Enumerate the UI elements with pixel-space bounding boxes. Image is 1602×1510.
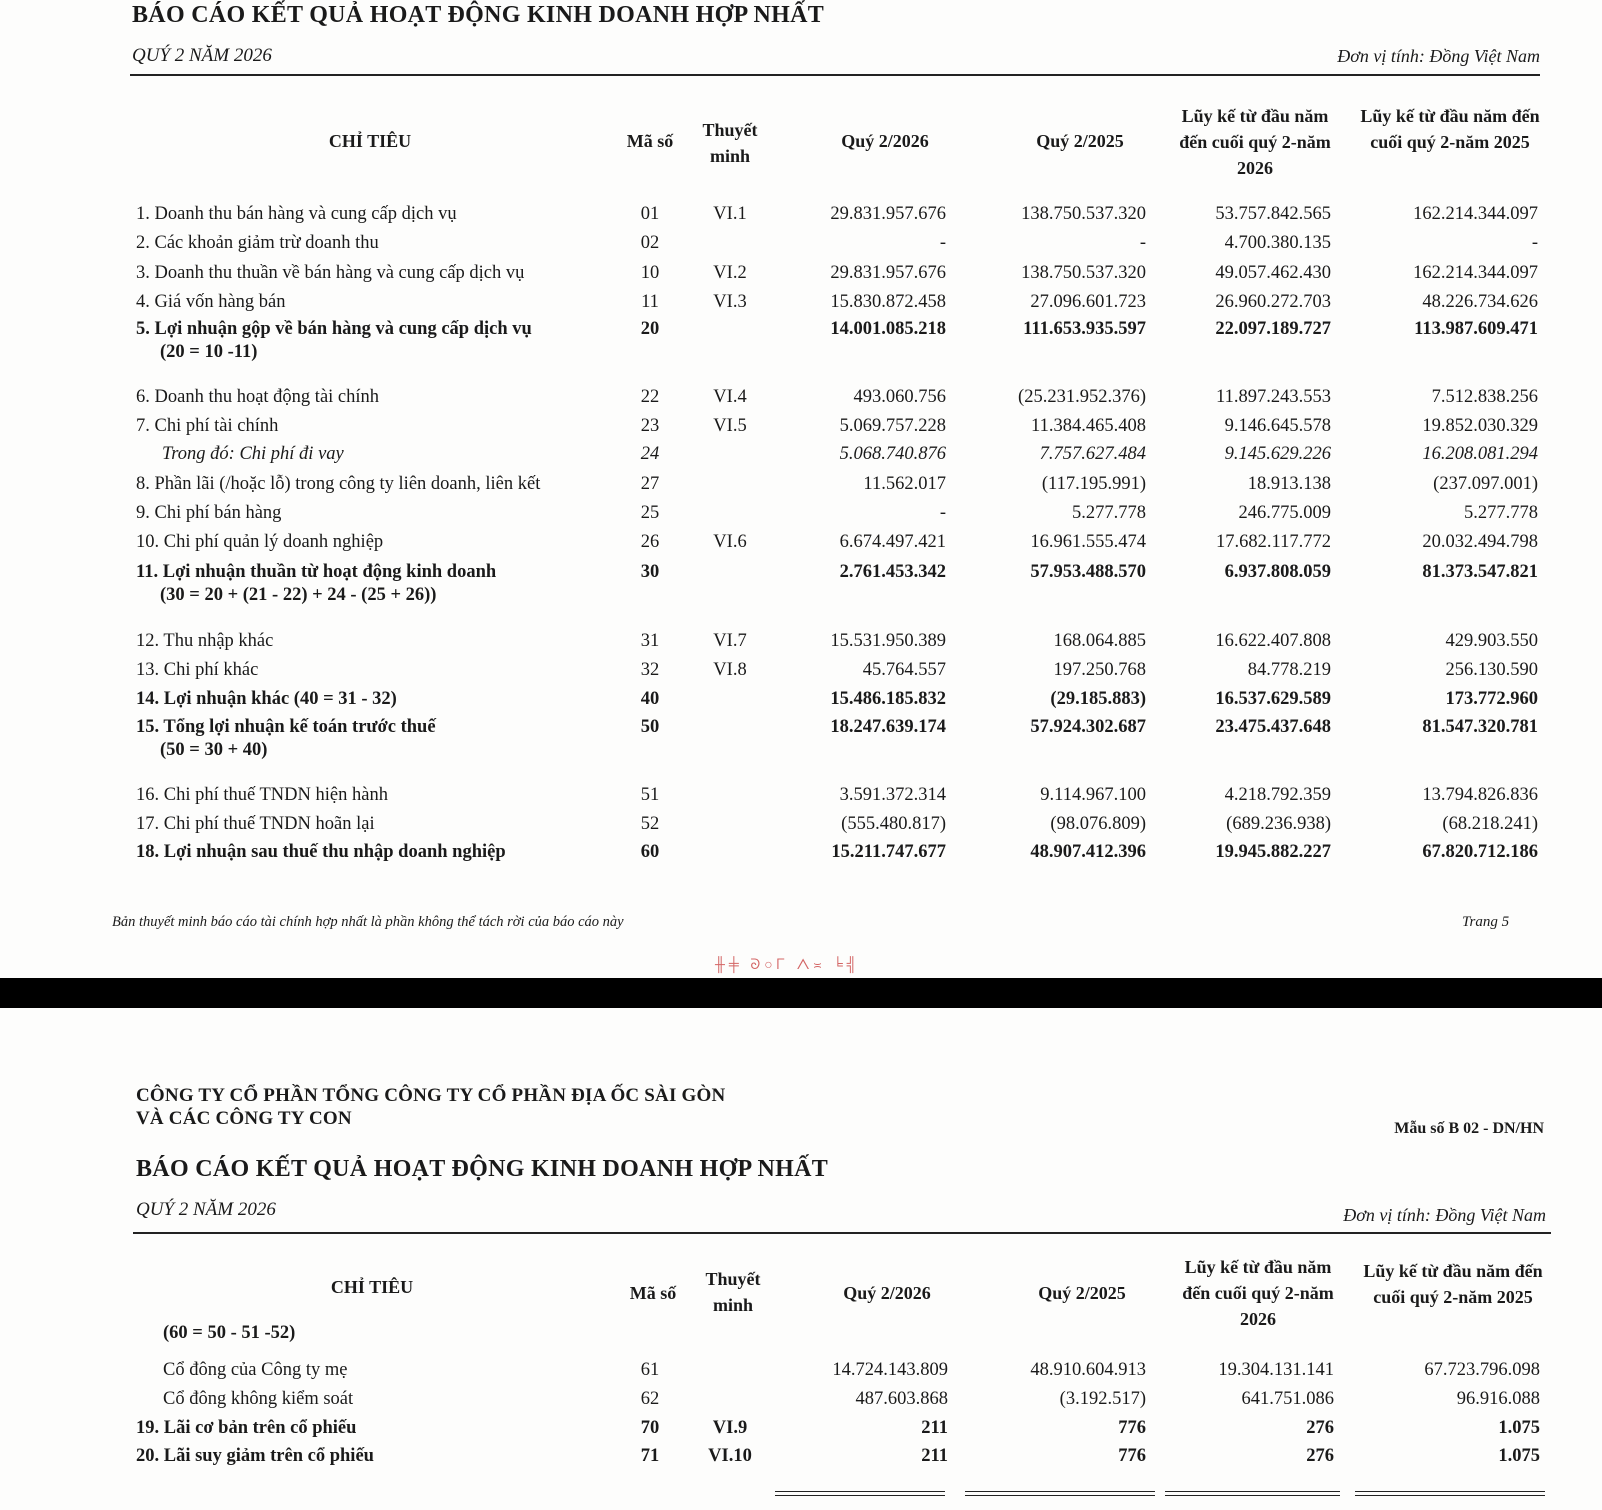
value-q2-2025: (25.231.952.376) [1018, 387, 1146, 407]
row-code: 51 [640, 785, 660, 805]
value-ytd-2025: 67.723.796.098 [1424, 1360, 1540, 1380]
value-ytd-2026: 22.097.189.727 [1215, 319, 1331, 339]
col-header-ytd-2025: Lũy kế từ đầu năm đến cuối quý 2-năm 2025 [1363, 1261, 1543, 1307]
row-code: 22 [640, 387, 660, 407]
value-q2-2026: 15.211.747.677 [831, 842, 946, 862]
double-underline-ytd-2025 [1355, 1491, 1545, 1496]
row-code: 71 [640, 1446, 660, 1466]
row-note: VI.7 [713, 631, 747, 651]
value-ytd-2026: 18.913.138 [1247, 474, 1331, 494]
value-q2-2025: 138.750.537.320 [1021, 204, 1146, 224]
row-label: 9. Chi phí bán hàng [136, 503, 282, 523]
value-ytd-2026: 6.937.808.059 [1224, 562, 1331, 582]
formula-continuation: (60 = 50 - 51 -52) [163, 1323, 296, 1343]
table-row [0, 287, 1602, 317]
value-q2-2025: 9.114.967.100 [1040, 785, 1146, 805]
value-ytd-2025: 162.214.344.097 [1413, 263, 1538, 283]
value-q2-2026: 11.562.017 [863, 474, 946, 494]
row-code: 01 [640, 204, 660, 224]
row-code: 50 [640, 717, 660, 737]
table-row [0, 780, 1602, 810]
value-ytd-2026: 9.146.645.578 [1224, 416, 1331, 436]
value-q2-2025: 138.750.537.320 [1021, 263, 1146, 283]
value-q2-2026: 18.247.639.174 [830, 717, 946, 737]
value-ytd-2026: 276 [1306, 1418, 1334, 1438]
value-q2-2026: 487.603.868 [855, 1389, 948, 1409]
value-q2-2025: (3.192.517) [1059, 1389, 1146, 1409]
currency-unit: Đơn vị tính: Đồng Việt Nam [1337, 46, 1540, 66]
value-q2-2025: (29.185.883) [1050, 689, 1146, 709]
value-q2-2026: 211 [921, 1446, 948, 1466]
value-q2-2026: 5.068.740.876 [839, 444, 946, 464]
row-note: VI.5 [713, 416, 747, 436]
row-label: 13. Chi phí khác [136, 660, 259, 680]
row-label: 4. Giá vốn hàng bán [136, 292, 286, 312]
row-code: 02 [640, 233, 660, 253]
value-q2-2025: 197.250.768 [1053, 660, 1146, 680]
value-ytd-2025: 256.130.590 [1445, 660, 1538, 680]
row-code: 60 [640, 842, 660, 862]
row-label: 15. Tổng lợi nhuận kế toán trước thuế [136, 717, 436, 737]
value-ytd-2026: 641.751.086 [1241, 1389, 1334, 1409]
report-period: QUÝ 2 NĂM 2026 [136, 1199, 276, 1220]
col-header-code: Mã số [629, 1283, 677, 1303]
col-header-code: Mã số [626, 131, 674, 151]
table-row [0, 469, 1602, 499]
table-row [0, 382, 1602, 412]
value-ytd-2025: (68.218.241) [1442, 814, 1538, 834]
row-label: 20. Lãi suy giảm trên cổ phiếu [136, 1446, 374, 1466]
table-row [0, 199, 1602, 229]
table-row [0, 557, 1602, 587]
value-ytd-2026: 16.622.407.808 [1215, 631, 1331, 651]
row-code: 20 [640, 319, 660, 339]
table-row [0, 809, 1602, 839]
value-q2-2026: 45.764.557 [862, 660, 946, 680]
value-q2-2025: 11.384.465.408 [1031, 416, 1146, 436]
row-label: 16. Chi phí thuế TNDN hiện hành [136, 785, 388, 805]
row-code: 52 [640, 814, 660, 834]
value-ytd-2026: (689.236.938) [1226, 814, 1331, 834]
row-code: 70 [640, 1418, 660, 1438]
table-row [0, 314, 1602, 344]
value-ytd-2025: 173.772.960 [1445, 689, 1538, 709]
table-row [0, 228, 1602, 258]
value-ytd-2025: - [1531, 233, 1538, 253]
value-ytd-2025: 7.512.838.256 [1431, 387, 1538, 407]
value-q2-2026: (555.480.817) [841, 814, 946, 834]
row-code: 26 [640, 532, 660, 552]
row-label: 18. Lợi nhuận sau thuế thu nhập doanh nghiệp [136, 842, 506, 862]
table-row [0, 1413, 1602, 1443]
value-q2-2025: 168.064.885 [1053, 631, 1146, 651]
value-ytd-2026: 19.945.882.227 [1215, 842, 1331, 862]
row-code: 40 [640, 689, 660, 709]
value-q2-2025: 48.907.412.396 [1030, 842, 1146, 862]
value-ytd-2026: 49.057.462.430 [1215, 263, 1331, 283]
row-note: VI.9 [712, 1418, 748, 1438]
col-header-item: CHỈ TIÊU [330, 1277, 414, 1297]
value-q2-2025: 48.910.604.913 [1030, 1360, 1146, 1380]
value-ytd-2025: 16.208.081.294 [1422, 444, 1538, 464]
table-row [0, 626, 1602, 656]
row-label: 6. Doanh thu hoạt động tài chính [136, 387, 380, 407]
row-label: 19. Lãi cơ bản trên cổ phiếu [136, 1418, 357, 1438]
table-row [0, 498, 1602, 528]
value-q2-2026: 211 [921, 1418, 948, 1438]
value-q2-2026: - [939, 503, 946, 523]
value-ytd-2026: 16.537.629.589 [1215, 689, 1331, 709]
stamp-mark: ╫╪ ᘐ○ᒥ ᐱ≍ ╘╣ [715, 958, 861, 973]
double-underline-ytd-2026 [1165, 1491, 1340, 1496]
row-label: 11. Lợi nhuận thuần từ hoạt động kinh doanh [136, 562, 497, 582]
value-q2-2025: 776 [1118, 1418, 1146, 1438]
page-number: Trang 5 [1462, 914, 1510, 930]
row-code: 24 [640, 444, 660, 464]
row-label: 5. Lợi nhuận gộp về bán hàng và cung cấp dịch vụ [136, 319, 532, 339]
row-note: VI.6 [713, 532, 747, 552]
col-header-item: CHỈ TIÊU [328, 131, 412, 151]
value-q2-2025: 57.953.488.570 [1030, 562, 1146, 582]
value-ytd-2025: 67.820.712.186 [1422, 842, 1538, 862]
value-q2-2025: - [1139, 233, 1146, 253]
row-label: 8. Phần lãi (/hoặc lỗ) trong công ty liên doanh, liên kết [136, 474, 541, 494]
value-q2-2025: 7.757.627.484 [1039, 444, 1146, 464]
table-row [0, 439, 1602, 469]
row-note: VI.2 [713, 263, 747, 283]
double-underline-q2-2025 [965, 1491, 1155, 1496]
value-ytd-2026: 17.682.117.772 [1216, 532, 1331, 552]
form-code: Mẫu số B 02 - DN/HN [1394, 1120, 1544, 1137]
value-q2-2025: (117.195.991) [1041, 474, 1146, 494]
value-ytd-2025: 13.794.826.836 [1422, 785, 1538, 805]
col-header-note: Thuyết minh [702, 120, 758, 166]
value-ytd-2025: 5.277.778 [1464, 503, 1538, 523]
report-title: BÁO CÁO KẾT QUẢ HOẠT ĐỘNG KINH DOANH HỢP NHẤT [136, 1156, 829, 1182]
table-row [0, 712, 1602, 742]
row-label: 7. Chi phí tài chính [136, 416, 279, 436]
value-q2-2026: 2.761.453.342 [839, 562, 946, 582]
value-ytd-2025: (237.097.001) [1433, 474, 1538, 494]
value-ytd-2026: 276 [1306, 1446, 1334, 1466]
row-code: 27 [640, 474, 660, 494]
row-code: 11 [641, 292, 659, 312]
value-q2-2026: 29.831.957.676 [830, 263, 946, 283]
report-period: QUÝ 2 NĂM 2026 [132, 45, 272, 66]
row-label: 3. Doanh thu thuần về bán hàng và cung cấp dịch vụ [136, 263, 525, 283]
table-row [0, 837, 1602, 867]
value-q2-2025: 27.096.601.723 [1030, 292, 1146, 312]
value-q2-2025: 111.653.935.597 [1023, 319, 1146, 339]
value-ytd-2026: 23.475.437.648 [1215, 717, 1331, 737]
value-q2-2026: 3.591.372.314 [839, 785, 946, 805]
table-row [0, 411, 1602, 441]
page-separator [0, 978, 1602, 1008]
col-header-q2-2026: Quý 2/2026 [841, 131, 929, 151]
value-q2-2026: 493.060.756 [853, 387, 946, 407]
value-q2-2026: 6.674.497.421 [839, 532, 946, 552]
col-header-q2-2026: Quý 2/2026 [843, 1283, 931, 1303]
value-q2-2025: 776 [1118, 1446, 1146, 1466]
value-q2-2026: 29.831.957.676 [830, 204, 946, 224]
row-label: Cổ đông không kiểm soát [163, 1389, 354, 1409]
value-q2-2026: 14.001.085.218 [830, 319, 946, 339]
value-q2-2026: 14.724.143.809 [832, 1360, 948, 1380]
currency-unit: Đơn vị tính: Đồng Việt Nam [1343, 1205, 1546, 1225]
value-q2-2026: 15.531.950.389 [830, 631, 946, 651]
row-formula-continuation: (50 = 30 + 40) [160, 740, 268, 760]
row-code: 61 [640, 1360, 660, 1380]
company-subsidiaries: VÀ CÁC CÔNG TY CON [136, 1108, 352, 1129]
row-note: VI.8 [713, 660, 747, 680]
value-q2-2026: - [939, 233, 946, 253]
row-label: 14. Lợi nhuận khác (40 = 31 - 32) [136, 689, 397, 709]
row-note: VI.1 [713, 204, 747, 224]
value-ytd-2025: 1.075 [1498, 1446, 1540, 1466]
row-note: VI.4 [713, 387, 747, 407]
row-label: 2. Các khoản giảm trừ doanh thu [136, 233, 379, 253]
row-label: 1. Doanh thu bán hàng và cung cấp dịch vụ [136, 204, 457, 224]
row-label: 10. Chi phí quản lý doanh nghiệp [136, 532, 384, 552]
value-ytd-2026: 4.700.380.135 [1224, 233, 1331, 253]
col-header-q2-2025: Quý 2/2025 [1038, 1283, 1126, 1303]
value-ytd-2025: 81.547.320.781 [1422, 717, 1538, 737]
value-ytd-2025: 96.916.088 [1456, 1389, 1540, 1409]
table-row [0, 1355, 1602, 1385]
value-ytd-2026: 246.775.009 [1238, 503, 1331, 523]
row-code: 30 [640, 562, 660, 582]
value-q2-2025: (98.076.809) [1050, 814, 1146, 834]
table-row [0, 1441, 1602, 1471]
value-ytd-2025: 20.032.494.798 [1422, 532, 1538, 552]
value-q2-2026: 15.830.872.458 [830, 292, 946, 312]
row-label: Cổ đông của Công ty mẹ [163, 1360, 348, 1380]
report-page-2 [0, 1008, 1602, 1510]
row-formula-continuation: (30 = 20 + (21 - 22) + 24 - (25 + 26)) [160, 585, 437, 605]
value-q2-2025: 16.961.555.474 [1030, 532, 1146, 552]
value-ytd-2025: 1.075 [1498, 1418, 1540, 1438]
value-ytd-2025: 81.373.547.821 [1422, 562, 1538, 582]
table-row [0, 655, 1602, 685]
col-header-ytd-2025: Lũy kế từ đầu năm đến cuối quý 2-năm 2025 [1360, 106, 1540, 152]
value-q2-2025: 57.924.302.687 [1030, 717, 1146, 737]
table-row [0, 527, 1602, 557]
col-header-ytd-2026: Lũy kế từ đầu năm đến cuối quý 2-năm 2026 [1182, 1257, 1334, 1329]
col-header-ytd-2026: Lũy kế từ đầu năm đến cuối quý 2-năm 2026 [1179, 106, 1331, 178]
row-label: 12. Thu nhập khác [136, 631, 274, 651]
row-label: 17. Chi phí thuế TNDN hoãn lại [136, 814, 375, 834]
company-name: CÔNG TY CỔ PHẦN TỔNG CÔNG TY CỔ PHẦN ĐỊA ỐC SÀI GÒN [136, 1085, 726, 1106]
row-code: 25 [640, 503, 660, 523]
value-q2-2026: 15.486.185.832 [830, 689, 946, 709]
value-ytd-2025: 113.987.609.471 [1414, 319, 1538, 339]
value-ytd-2026: 84.778.219 [1247, 660, 1331, 680]
row-code: 62 [640, 1389, 660, 1409]
row-code: 23 [640, 416, 660, 436]
header-rule [133, 1232, 1551, 1234]
table-row [0, 684, 1602, 714]
header-rule [130, 74, 1540, 76]
row-code: 32 [640, 660, 660, 680]
row-note: VI.3 [713, 292, 747, 312]
value-ytd-2026: 9.145.629.226 [1224, 444, 1331, 464]
row-label: Trong đó: Chi phí đi vay [162, 444, 344, 464]
value-q2-2026: 5.069.757.228 [839, 416, 946, 436]
table-row [0, 258, 1602, 288]
value-ytd-2026: 11.897.243.553 [1216, 387, 1331, 407]
double-underline-q2-2026 [775, 1491, 945, 1496]
value-ytd-2026: 53.757.842.565 [1215, 204, 1331, 224]
value-ytd-2025: 19.852.030.329 [1422, 416, 1538, 436]
value-ytd-2025: 429.903.550 [1445, 631, 1538, 651]
footer-note: Bản thuyết minh báo cáo tài chính hợp nhất là phần không thể tách rời của báo cáo này [112, 914, 624, 930]
row-code: 10 [640, 263, 660, 283]
col-header-note: Thuyết minh [705, 1269, 761, 1315]
row-formula-continuation: (20 = 10 -11) [160, 342, 258, 362]
value-ytd-2026: 26.960.272.703 [1215, 292, 1331, 312]
value-ytd-2025: 162.214.344.097 [1413, 204, 1538, 224]
col-header-q2-2025: Quý 2/2025 [1036, 131, 1124, 151]
value-ytd-2026: 4.218.792.359 [1224, 785, 1331, 805]
value-ytd-2026: 19.304.131.141 [1218, 1360, 1334, 1380]
row-code: 31 [640, 631, 660, 651]
report-title: BÁO CÁO KẾT QUẢ HOẠT ĐỘNG KINH DOANH HỢP NHẤT [132, 2, 825, 28]
row-note: VI.10 [708, 1446, 752, 1466]
value-q2-2025: 5.277.778 [1072, 503, 1146, 523]
value-ytd-2025: 48.226.734.626 [1422, 292, 1538, 312]
table-row [0, 1384, 1602, 1414]
